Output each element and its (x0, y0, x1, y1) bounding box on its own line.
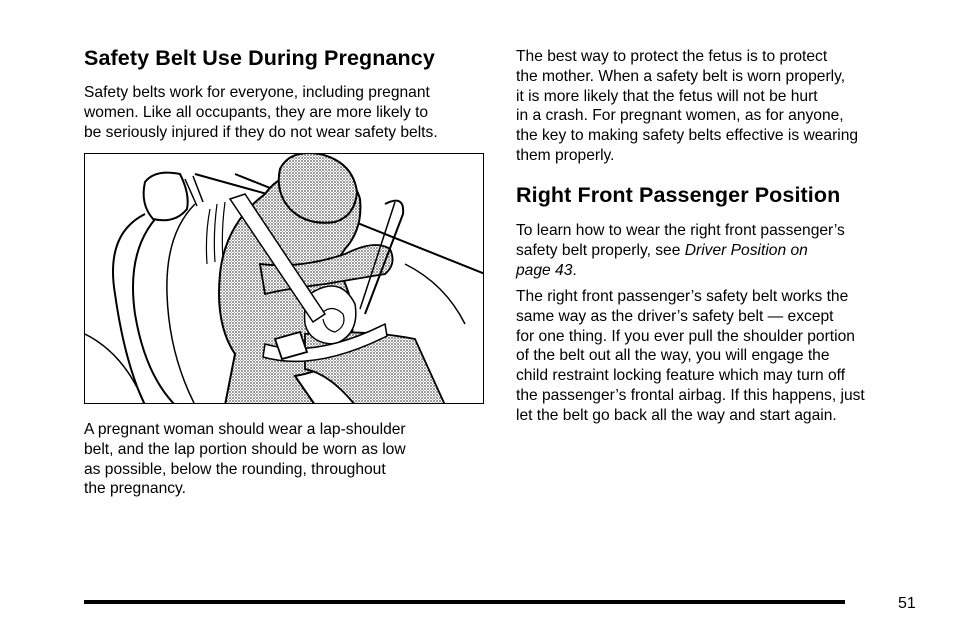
text-line: To learn how to wear the right front passenger’s (516, 222, 845, 239)
section-heading-pregnancy: Safety Belt Use During Pregnancy (84, 46, 435, 70)
text-line (516, 261, 921, 281)
page-number: 51 (898, 595, 916, 612)
text-line (516, 241, 921, 261)
text-line: the pregnancy. (84, 480, 187, 498)
text-line: of the belt out all the way, you will engage the (516, 347, 830, 365)
text-line: as possible, below the rounding, throughout (84, 460, 386, 478)
text-line: women. Like all occupants, they are more likely to (84, 103, 429, 121)
page-reference-link[interactable]: page 43 (516, 261, 573, 279)
footer-rule (84, 600, 845, 604)
text-line: for one thing. If you ever pull the shoulder portion (516, 327, 855, 345)
fetus-protection-paragraph (516, 47, 921, 166)
text-line: same way as the driver’s safety belt — except (516, 307, 834, 325)
illustration-caption (84, 420, 486, 499)
text-line: be seriously injured if they do not wear safety belts. (84, 123, 438, 141)
text-fragment: . (572, 261, 577, 279)
text-line: the key to making safety belts effective is wearing (516, 127, 859, 145)
pregnant-occupant-illustration (84, 153, 484, 404)
text-line: The best way to protect the fetus is to protect (516, 48, 828, 65)
text-line: A pregnant woman should wear a lap-shoulder (84, 421, 406, 438)
text-line: the mother. When a safety belt is worn properly, (516, 67, 846, 85)
text-line: Safety belts work for everyone, including pregnant (84, 84, 430, 101)
text-line: The right front passenger’s safety belt works the (516, 288, 849, 305)
section-heading-right-front-passenger: Right Front Passenger Position (516, 183, 841, 207)
text-line: child restraint locking feature which may turn off (516, 367, 846, 385)
text-line: belt, and the lap portion should be worn as low (84, 440, 406, 458)
text-line: let the belt go back all the way and start again. (516, 406, 837, 424)
text-line: it is more likely that the fetus will not be hurt (516, 87, 818, 105)
intro-paragraph (84, 83, 486, 142)
passenger-belt-paragraph (516, 287, 921, 426)
text-fragment: safety belt properly, see (516, 241, 685, 259)
passenger-reference-paragraph (516, 221, 921, 280)
text-line: the passenger’s frontal airbag. If this happens, just (516, 386, 865, 404)
driver-position-link[interactable]: Driver Position on (684, 241, 808, 259)
text-line: them properly. (516, 146, 615, 164)
text-line: in a crash. For pregnant women, as for anyone, (516, 107, 844, 125)
